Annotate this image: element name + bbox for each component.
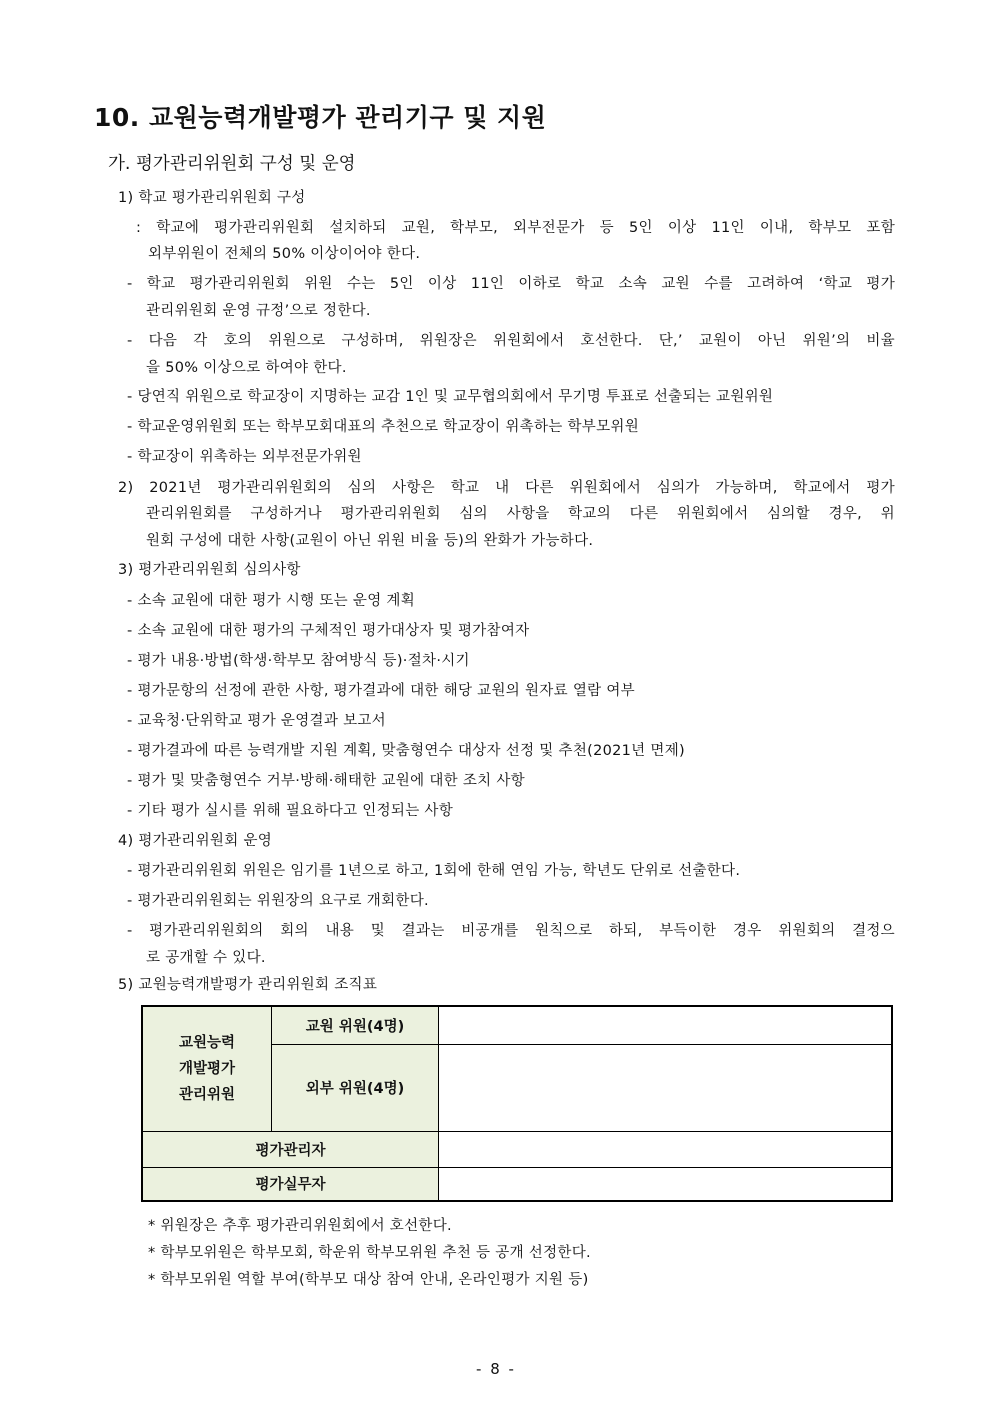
section3-item: - 평가 및 맞춤형연수 거부·방해·해태한 교원에 대한 조치 사항 (127, 773, 525, 789)
page-number: - 8 - (476, 1360, 516, 1378)
organization-table (141, 1005, 893, 1202)
section3-item: - 평가결과에 따른 능력개발 지원 계획, 맞춤형연수 대상자 선정 및 추천(2021년 면제) (127, 743, 685, 759)
section3-item: - 기타 평가 실시를 위해 필요하다고 인정되는 사항 (127, 803, 454, 819)
external-members-label: 외부 위원(4명) (272, 1044, 439, 1131)
section1-intro-line1: : 학교에 평가관리위원회 설치하되 교원, 학부모, 외부전문가 등 5인 이상 11인 이내, 학부모 포함 (136, 220, 895, 236)
section1-bullet2-line1: - 다음 각 호의 위원으로 구성하며, 위원장은 위원회에서 호선한다. 단,’ 교원이 아닌 위원’의 비율 (127, 333, 895, 349)
section1-bullet4: - 학교운영위원회 또는 학부모회대표의 추천으로 학교장이 위촉하는 학부모위원 (127, 419, 640, 435)
section4-bullet3-line2: 로 공개할 수 있다. (146, 950, 266, 966)
section3-item: - 평가문항의 선정에 관한 사항, 평가결과에 대한 해당 교원의 원자료 열람 여부 (127, 683, 635, 699)
section5-title: 5) 교원능력개발평가 관리위원회 조직표 (118, 977, 378, 993)
section2-line3: 원회 구성에 대한 사항(교원이 아닌 위원 비율 등)의 완화가 가능하다. (146, 533, 594, 549)
group-label-cell (142, 1006, 272, 1131)
section1-bullet3: - 당연직 위원으로 학교장이 지명하는 교감 1인 및 교무협의회에서 무기명 투표로 선출되는 교원위원 (127, 389, 774, 405)
section3-item: - 소속 교원에 대한 평가 시행 또는 운영 계획 (127, 593, 416, 609)
subsection-heading: 가. 평가관리위원회 구성 및 운영 (108, 154, 356, 174)
group-label-line: 교원능력 (178, 1034, 236, 1051)
section3-item: - 교육청·단위학교 평가 운영결과 보고서 (127, 713, 386, 729)
section4-bullet1: - 평가관리위원회 위원은 임기를 1년으로 하고, 1회에 한해 연임 가능, 학년도 단위로 선출한다. (127, 863, 741, 879)
section1-title: 1) 학교 평가관리위원회 구성 (118, 190, 306, 206)
section1-bullet2-line2: 을 50% 이상으로 하여야 한다. (146, 360, 347, 376)
section4-bullet3-line1: - 평가관리위원회의 회의 내용 및 결과는 비공개를 원칙으로 하되, 부득이한 경우 위원회의 결정으 (127, 923, 895, 939)
evaluation-staff-value (439, 1167, 893, 1201)
section3-title: 3) 평가관리위원회 심의사항 (118, 562, 301, 578)
section4-title: 4) 평가관리위원회 운영 (118, 833, 273, 849)
section1-bullet1-line2: 관리위원회 운영 규정’으로 정한다. (146, 303, 371, 319)
note-item: * 학부모위원 역할 부여(학부모 대상 참여 안내, 온라인평가 지원 등) (148, 1272, 589, 1288)
section2-line2: 관리위원회를 구성하거나 평가관리위원회 심의 사항을 학교의 다른 위원회에서 심의할 경우, 위 (146, 506, 895, 522)
section1-bullet5: - 학교장이 위촉하는 외부전문가위원 (127, 449, 362, 465)
group-label-line: 개발평가 (178, 1060, 236, 1077)
teacher-members-label: 교원 위원(4명) (272, 1006, 439, 1044)
section-heading: 10. 교원능력개발평가 관리기구 및 지원 (94, 103, 547, 132)
note-item: * 학부모위원은 학부모회, 학운위 학부모위원 추천 등 공개 선정한다. (148, 1245, 591, 1261)
external-members-value (439, 1044, 893, 1131)
section3-item: - 소속 교원에 대한 평가의 구체적인 평가대상자 및 평가참여자 (127, 623, 530, 639)
evaluation-manager-value (439, 1131, 893, 1167)
group-label-line: 관리위원 (178, 1086, 236, 1103)
section1-intro-line2: 외부위원이 전체의 50% 이상이어야 한다. (148, 246, 421, 262)
section1-bullet1-line1: - 학교 평가관리위원회 위원 수는 5인 이상 11인 이하로 학교 소속 교원 수를 고려하여 ‘학교 평가 (127, 276, 895, 292)
note-item: * 위원장은 추후 평가관리위원회에서 호선한다. (148, 1218, 452, 1234)
section3-item: - 평가 내용·방법(학생·학부모 참여방식 등)·절차·시기 (127, 653, 470, 669)
section4-bullet2: - 평가관리위원회는 위원장의 요구로 개회한다. (127, 893, 429, 909)
evaluation-staff-label: 평가실무자 (142, 1167, 439, 1201)
evaluation-manager-label: 평가관리자 (142, 1131, 439, 1167)
teacher-members-value (439, 1006, 893, 1044)
section2-line1: 2) 2021년 평가관리위원회의 심의 사항은 학교 내 다른 위원회에서 심의가 가능하며, 학교에서 평가 (118, 480, 895, 496)
